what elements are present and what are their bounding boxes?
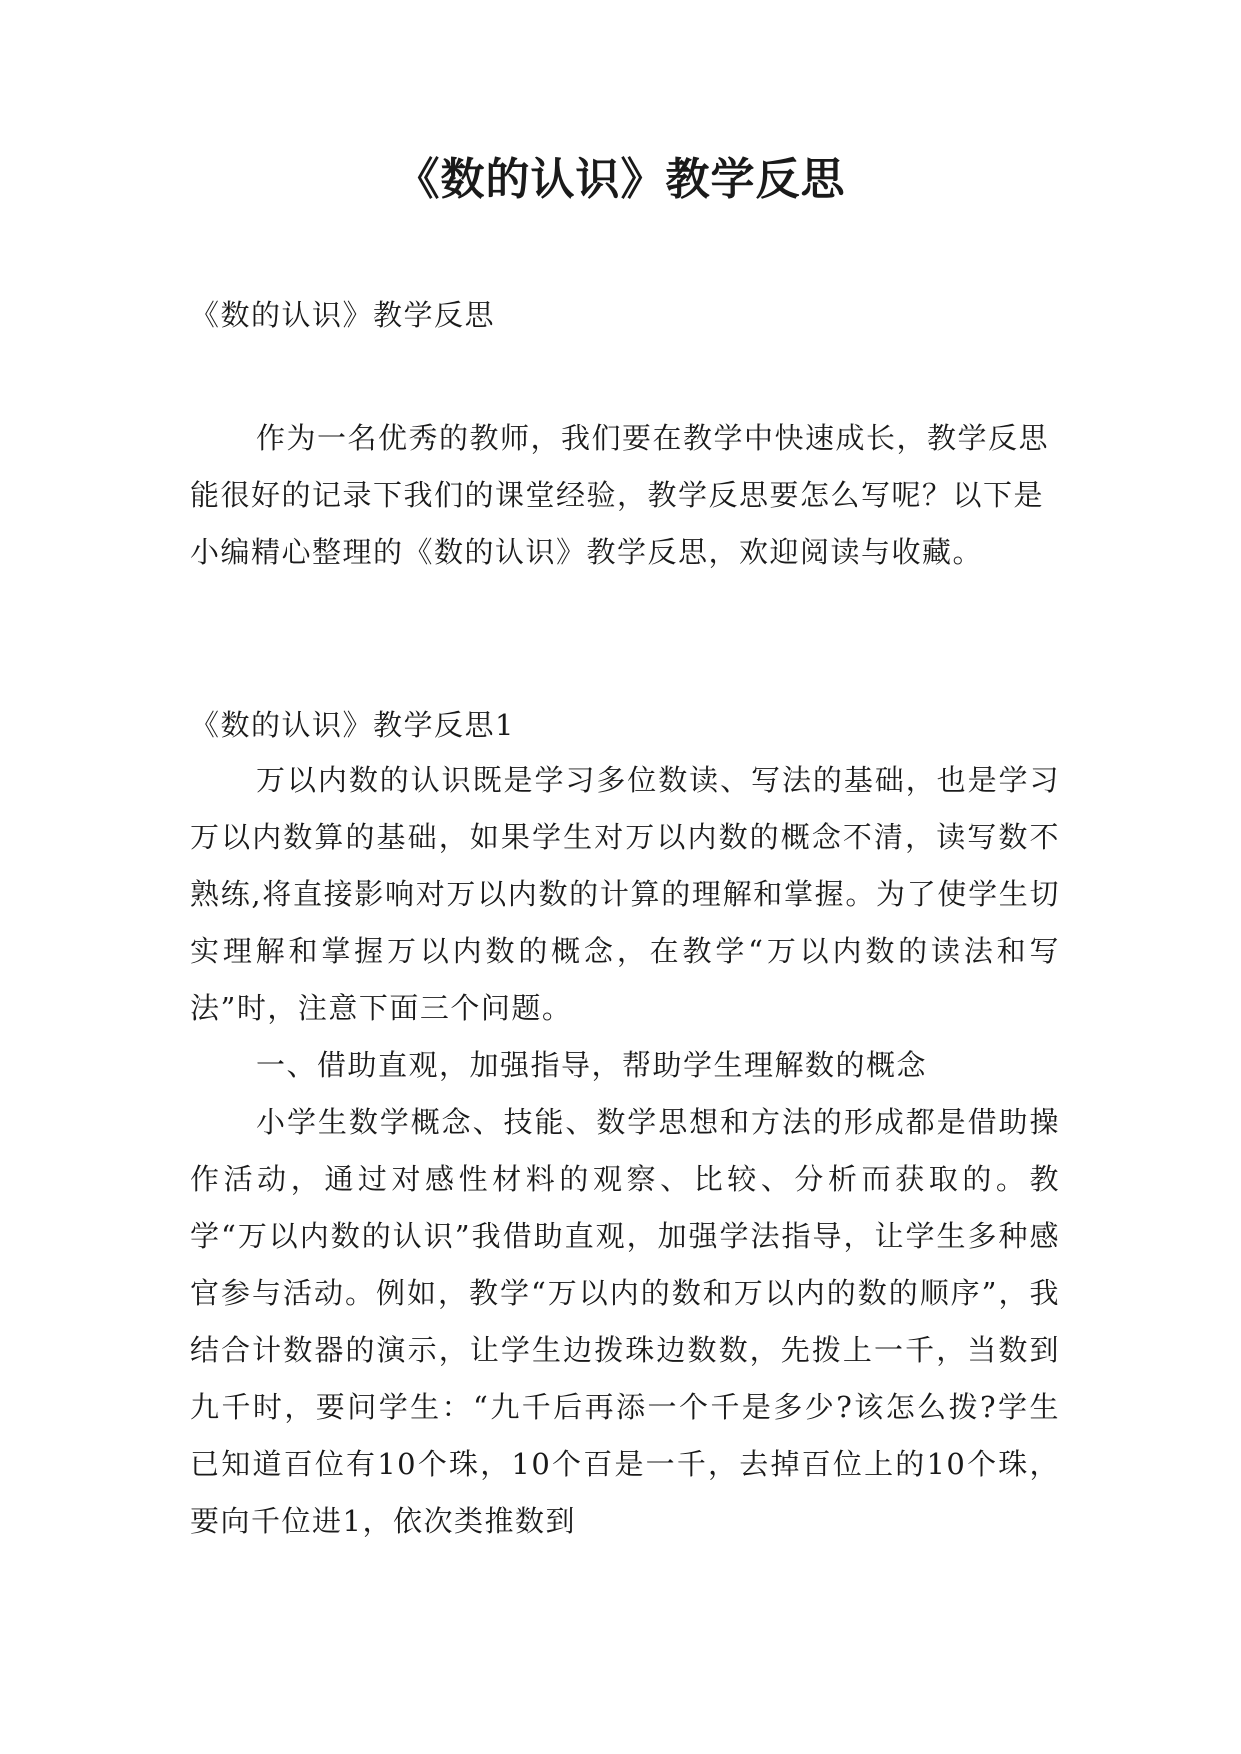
section-heading: 《数的认识》教学反思1 (190, 708, 515, 742)
body-subheading: 一、借助直观，加强指导，帮助学生理解数的概念 (256, 1048, 928, 1082)
section-body (190, 752, 1060, 1550)
intro-paragraph: 作为一名优秀的教师，我们要在教学中快速成长，教学反思能很好的记录下我们的课堂经验，教学反思要怎么写呢？以下是小编精心整理的《数的认识》教学反思，欢迎阅读与收藏。 (190, 421, 1050, 569)
body-paragraph: 万以内数的认识既是学习多位数读、写法的基础，也是学习万以内数算的基础，如果学生对万以内数的概念不清，读写数不熟练,将直接影响对万以内数的计算的理解和掌握。为了使学生切实理解和掌握万以内数的概念，在教学“万以内数的读法和写法”时，注意下面三个问题。 (190, 763, 1060, 1025)
document-subtitle: 《数的认识》教学反思 (190, 298, 496, 332)
document-title: 《数的认识》教学反思 (395, 154, 846, 205)
body-paragraph: 小学生数学概念、技能、数学思想和方法的形成都是借助操作活动，通过对感性材料的观察、比较、分析而获取的。教学“万以内数的认识”我借助直观，加强学法指导，让学生多种感官参与活动。例如，教学“万以内的数和万以内的数的顺序”，我结合计数器的演示，让学生边拨珠边数数，先拨上一千，当数到九千时，要问学生：“九千后再添一个千是多少?该怎么拨?学生已知道百位有10个珠，10个百是一千，去掉百位上的10个珠，要向千位进1，依次类推数到 (190, 1105, 1060, 1538)
